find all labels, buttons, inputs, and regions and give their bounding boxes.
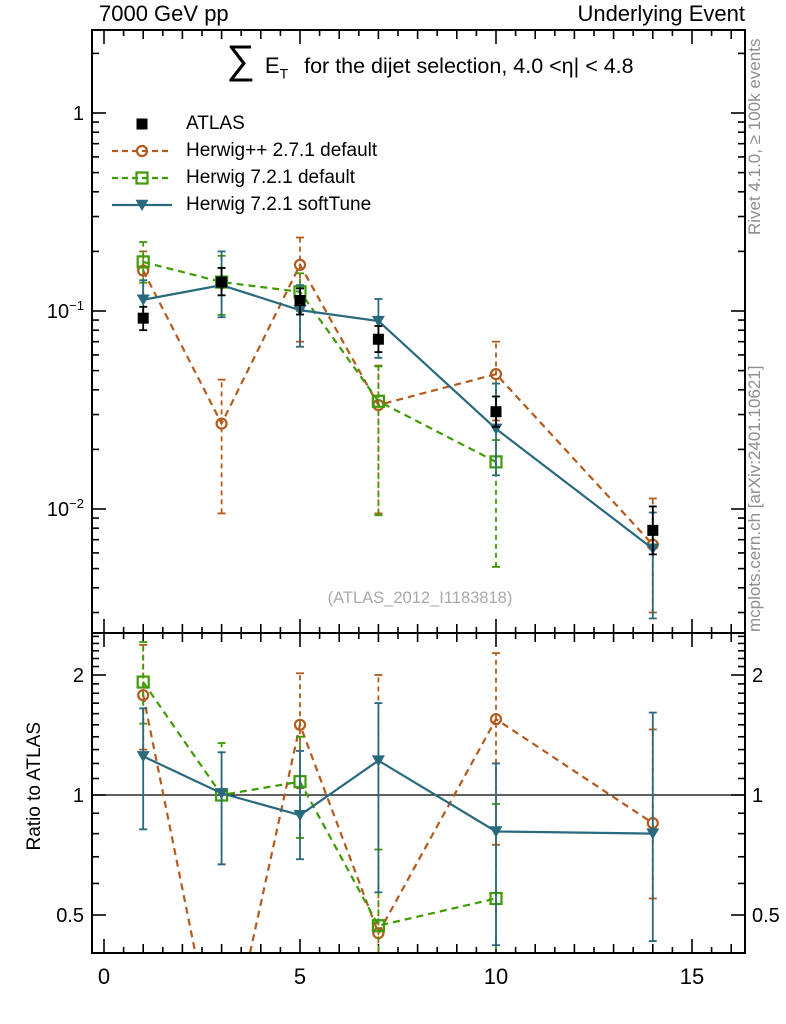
herwig-721-default-marker-icon (108, 165, 176, 191)
legend-item-herwigpp-271 (108, 137, 377, 164)
main-series-herwig-7-2-1-softtune (137, 251, 660, 618)
legend-item-atlas (108, 110, 377, 137)
svg-text:0: 0 (97, 964, 111, 989)
atlas-marker-icon (108, 111, 176, 137)
rivet-version-note: Rivet 4.1.0, ≥ 100k events (745, 38, 764, 235)
ratio-series-herwig-7-2-1-default (138, 642, 502, 1024)
analysis-id-watermark: (ATLAS_2012_I1183818) (327, 589, 513, 607)
ratio-panel-frame (92, 633, 745, 953)
selection-text: for the dijet selection, 4.0 <η| < 4.8 (304, 54, 634, 78)
ratio-series-herwig-7-2-1-softtune (137, 703, 660, 945)
svg-text:0.5: 0.5 (56, 905, 84, 927)
legend-label-atlas: ATLAS (186, 112, 245, 134)
observable-subscript: T (279, 65, 289, 82)
svg-text:10−2: $10^{-2}$ (46, 496, 84, 521)
herwig-721-softtune-marker-icon (108, 192, 176, 218)
beam-energy-label: 7000 GeV pp (99, 1, 229, 26)
observable-symbol (265, 53, 288, 81)
main-series-herwig-2-7-1-default (138, 238, 658, 613)
legend (108, 110, 377, 218)
svg-text:0.5: 0.5 (752, 905, 780, 927)
ratio-axis-title: Ratio to ATLAS (24, 722, 45, 851)
analysis-category-label: Underlying Event (577, 1, 745, 26)
svg-text:10−1: $10^{-1}$ (46, 298, 84, 323)
svg-text:2: 2 (72, 665, 84, 687)
axis-tick-labels (47, 103, 780, 989)
plot-title (150, 40, 710, 81)
observable-letter: E (264, 53, 280, 78)
mcplots-credit-note: mcplots.cern.ch [arXiv:2401.10621] (745, 365, 764, 632)
svg-text:5: 5 (293, 964, 307, 989)
svg-text:1: 1 (72, 785, 84, 807)
legend-label-herwig-721-default: Herwig 7.2.1 default (186, 166, 355, 188)
svg-text:1: 1 (72, 103, 84, 125)
legend-label-herwigpp-271: Herwig++ 2.7.1 default (186, 139, 378, 161)
sum-symbol: ∑ (226, 38, 255, 82)
svg-text:2: 2 (752, 665, 764, 687)
legend-item-herwig-721-softtune (108, 191, 377, 218)
svg-text:15: 15 (679, 964, 705, 989)
legend-label-herwig-721-softtune: Herwig 7.2.1 softTune (186, 193, 372, 215)
legend-item-herwig-721-default (108, 164, 377, 191)
herwigpp-271-marker-icon (108, 138, 176, 164)
svg-text:10: 10 (483, 964, 509, 989)
ratio-series-herwig-2-7-1-default (138, 645, 658, 1024)
svg-text:1: 1 (752, 785, 764, 807)
